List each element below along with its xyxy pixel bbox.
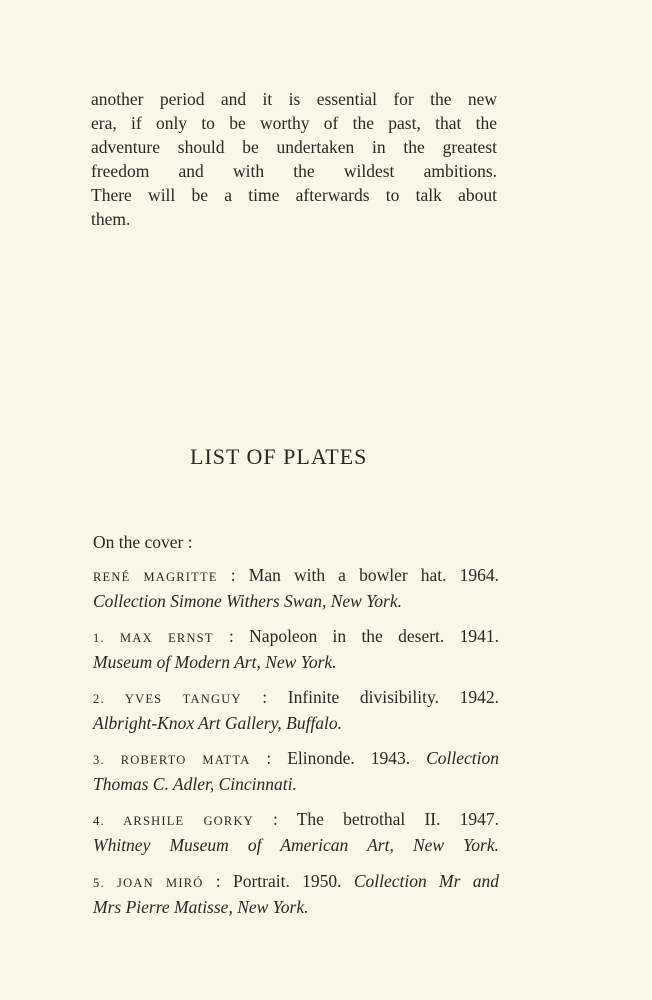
plate-number: 4. [93,814,124,828]
plate-title: : Elinonde. 1943. [250,748,411,768]
plate-entry-5 [93,869,499,919]
plate-artist: ARSHILE GORKY [123,814,254,828]
plate-number: 2. [93,692,125,706]
plate-title: : Infinite divisibility. 1942. [241,687,499,707]
plate-collection-start: Collection Mr and [341,871,500,891]
intro-line: There will be a time afterwards to talk about [91,185,497,205]
plate-artist: RENÉ MAGRITTE [93,570,218,584]
intro-line: era, if only to be worthy of the past, that the [91,113,497,133]
plate-collection: Thomas C. Adler, Cincinnati. [93,774,297,794]
list-of-plates-heading: LIST OF PLATES [190,444,368,469]
plate-number: 5. [93,876,118,890]
plate-title: : Napoleon in the desert. 1941. [213,626,499,646]
plate-artist: YVES TANGUY [124,692,242,706]
plate-collection: Collection Simone Withers Swan, New York. [93,591,403,611]
intro-line: freedom and with the wildest ambitions. [91,161,497,181]
plate-artist: MAX ERNST [120,631,214,645]
plate-entry-2 [93,685,499,735]
plate-collection-start: Collection [410,748,500,768]
intro-line: adventure should be undertaken in the greatest [91,137,497,157]
on-cover-label: On the cover : [93,532,193,552]
plate-artist: ROBERTO MATTA [120,753,251,767]
plate-collection: Albright-Knox Art Gallery, Buffalo. [93,713,343,733]
plate-title-line [93,807,499,833]
plate-number: 1. [93,631,121,645]
plate-title-line [93,869,499,895]
plate-title-line [93,563,499,589]
plate-title: : Man with a bowler hat. 1964. [217,565,500,585]
plate-entry-cover [93,563,499,613]
plate-collection: Museum of Modern Art, New York. [93,652,337,672]
intro-line: them. [91,209,131,229]
plate-entry-3 [93,746,499,796]
plate-title-line [93,685,499,711]
plate-title: : The betrothal II. 1947. [253,809,499,829]
plate-entry-4 [93,807,499,857]
intro-paragraph [91,87,497,231]
plate-artist: JOAN MIRÓ [117,876,204,890]
plate-title-line [93,624,499,650]
plate-collection: Whitney Museum of American Art, New York. [93,835,499,855]
intro-line: another period and it is essential for the new [91,89,497,109]
plate-title-line [93,746,499,772]
plate-collection: Mrs Pierre Matisse, New York. [93,897,309,917]
plate-entry-1 [93,624,499,674]
plate-title: : Portrait. 1950. [203,871,342,891]
plate-number: 3. [93,753,121,767]
